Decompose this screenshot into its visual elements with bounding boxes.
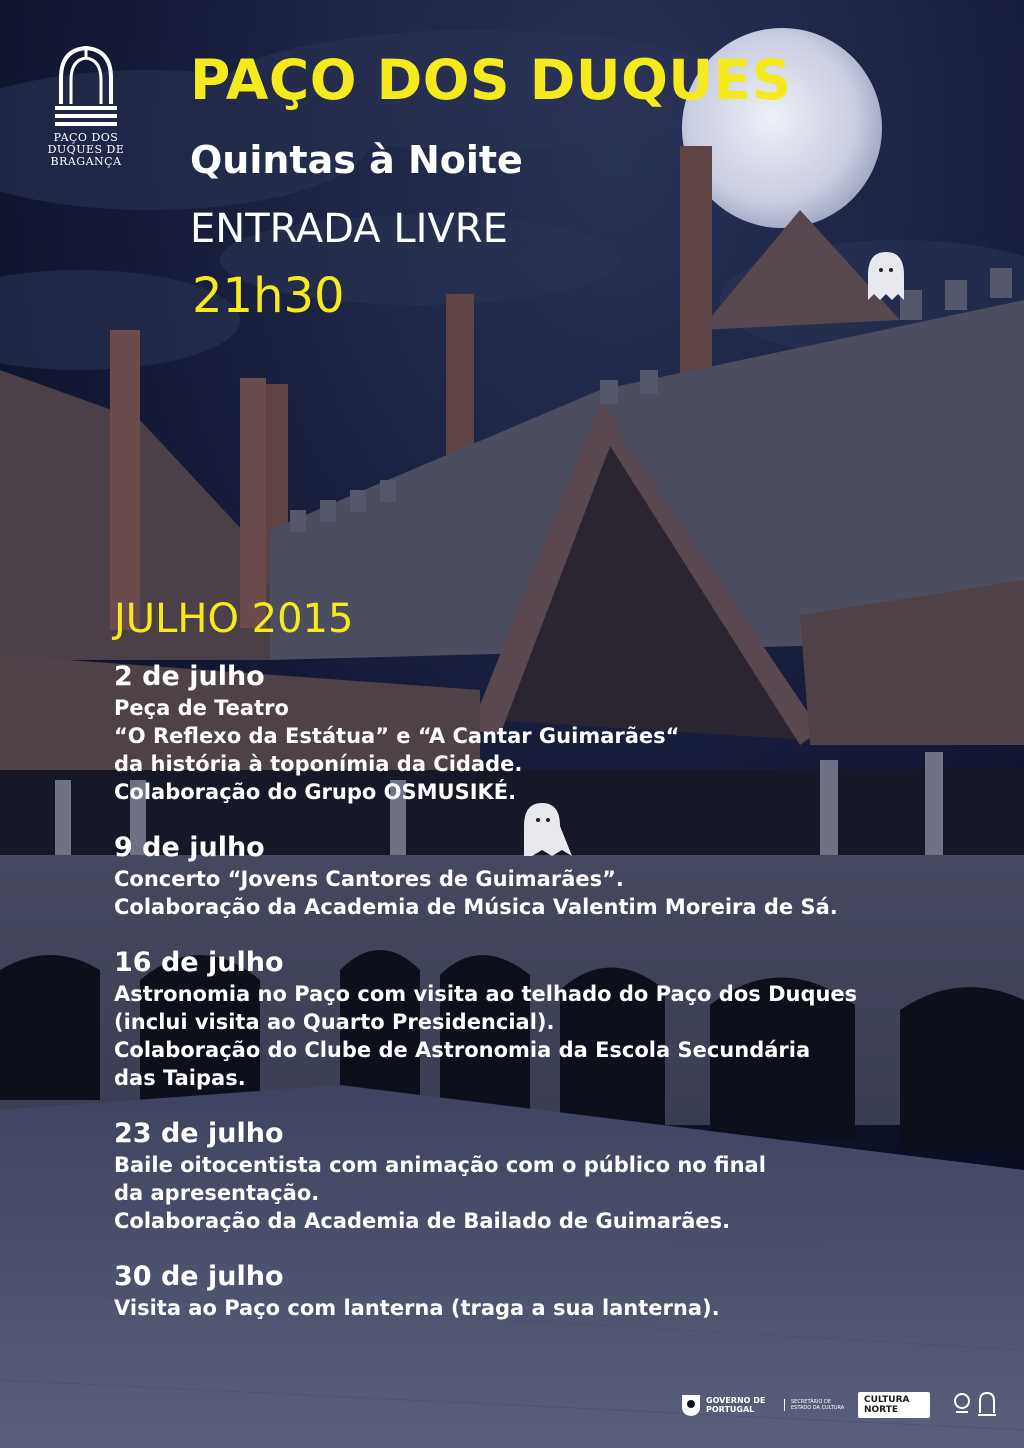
event-list [114,660,994,1347]
event-description-line: Colaboração do Grupo OSMUSIKÉ. [114,780,517,804]
event-time: 21h30 [192,268,345,324]
event-item [114,1260,994,1322]
cultura-norte-text: CULTURA NORTE [858,1392,930,1418]
secretary-logo [784,1388,850,1422]
event-description-line: Astronomia no Paço com visita ao telhado do Paço dos Duques [114,982,858,1006]
secretary-text: SECRETÁRIO DE ESTADO DA CULTURA [784,1399,850,1411]
month-heading: JULHO 2015 [114,596,354,642]
event-description-line: Concerto “Jovens Cantores de Guimarães”. [114,867,624,891]
logo-line-2: DUQUES DE [47,143,125,156]
event-date: 2 de julho [114,661,265,692]
paco-dos-duques-logo [46,44,126,168]
poster-title: PAÇO DOS DUQUES [190,48,792,112]
portugal-shield-icon [680,1393,702,1417]
logo-line-1: PAÇO DOS [53,131,119,144]
event-description-line: Colaboração do Clube de Astronomia da Escola Secundária [114,1038,811,1062]
event-item [114,946,994,1092]
institution-logos-icon [952,1391,996,1419]
ghost-icon [868,252,904,300]
event-description-line: Colaboração da Academia de Música Valentim Moreira de Sá. [114,895,838,919]
event-date: 9 de julho [114,832,265,863]
event-description-line: (inclui visita ao Quarto Presidencial). [114,1010,555,1034]
event-description-line: Baile oitocentista com animação com o público no final [114,1153,766,1177]
entry-info: ENTRADA LIVRE [190,206,508,252]
event-description-line: “O Reflexo da Estátua” e “A Cantar Guimarães“ [114,724,680,748]
event-date: 16 de julho [114,947,284,978]
cultura-norte-logo [858,1388,930,1422]
event-description-line: Peça de Teatro [114,696,289,720]
event-item [114,660,994,806]
small-logos [952,1388,996,1422]
event-date: 30 de julho [114,1261,284,1292]
event-description-line: da apresentação. [114,1181,320,1205]
event-date: 23 de julho [114,1118,284,1149]
event-item [114,831,994,921]
event-description-line: das Taipas. [114,1066,246,1090]
palace-arch-logo-icon [53,44,119,128]
event-description-line: da história à toponímia da Cidade. [114,752,523,776]
event-item [114,1117,994,1235]
event-description-line: Colaboração da Academia de Bailado de Guimarães. [114,1209,731,1233]
poster-subtitle: Quintas à Noite [190,138,523,182]
government-logo [680,1388,766,1422]
logo-line-3: BRAGANÇA [50,155,122,168]
event-description-line: Visita ao Paço com lanterna (traga a sua lanterna). [114,1296,720,1320]
government-text: GOVERNO DE PORTUGAL [706,1396,766,1414]
